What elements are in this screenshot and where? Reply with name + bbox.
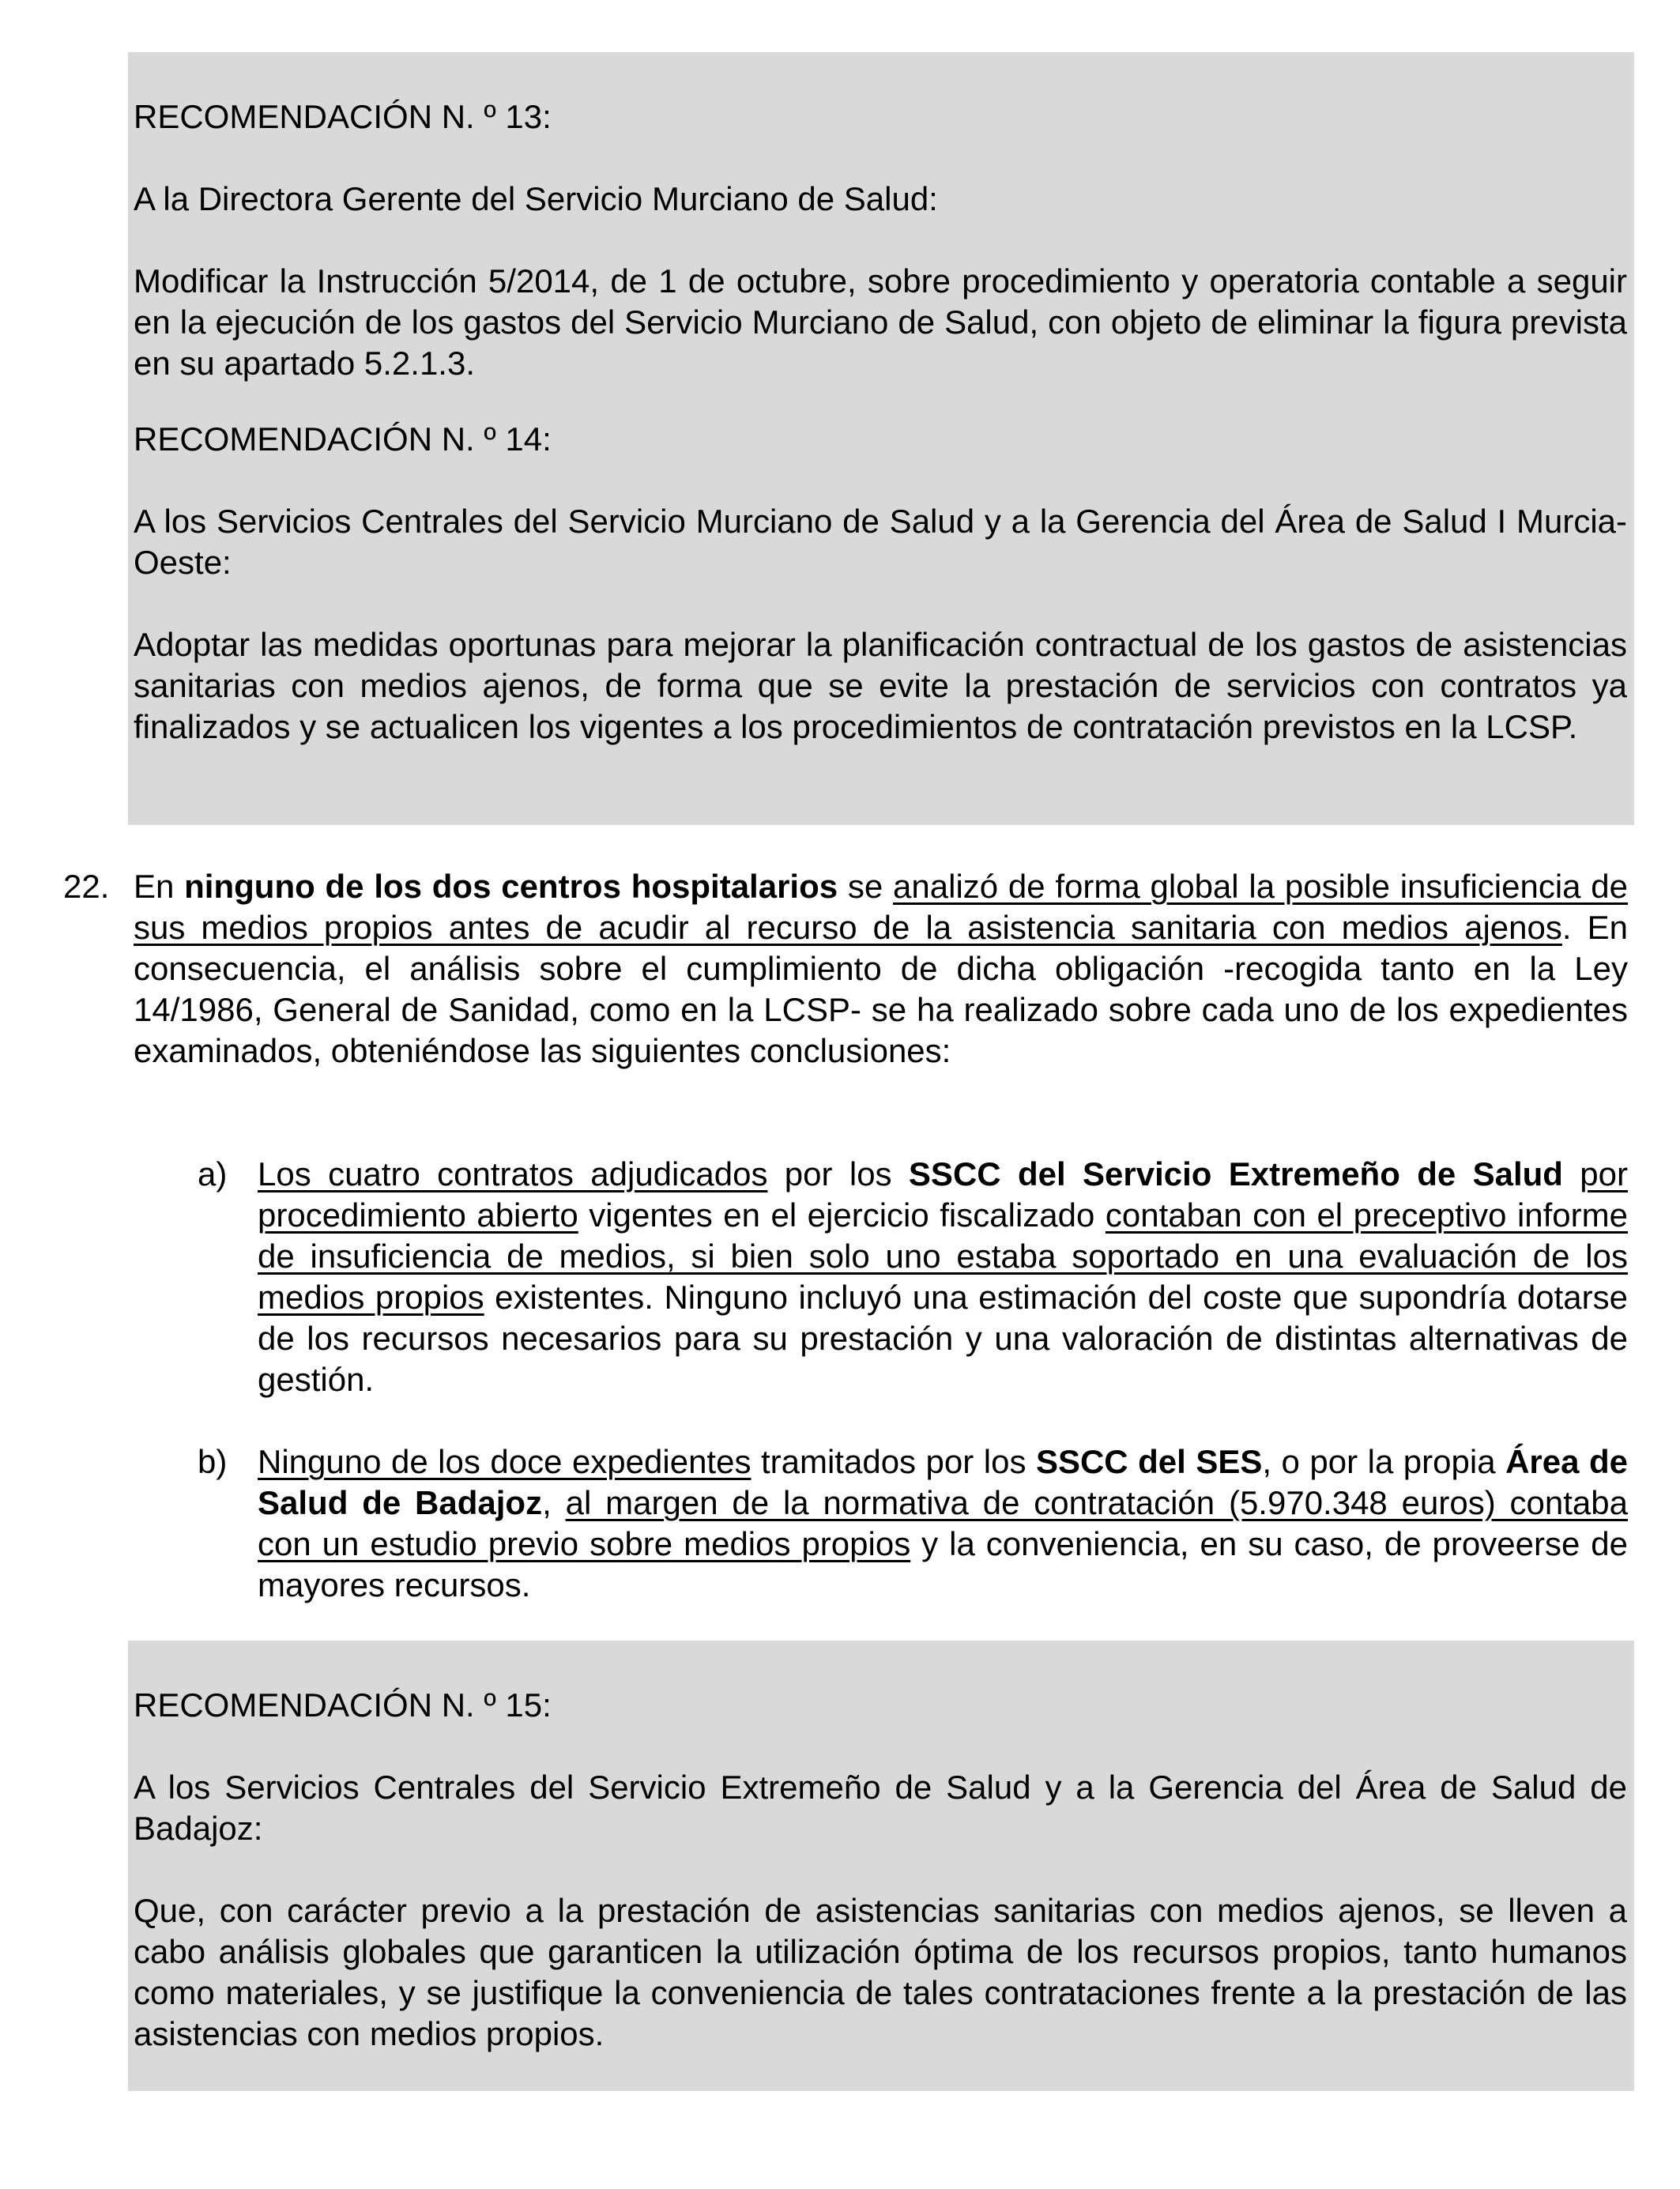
item-a-underline-1: Los cuatro contratos adjudicados (258, 1155, 768, 1192)
recommendation-box-bottom (128, 1641, 1634, 2091)
recommendation-box-top (128, 52, 1634, 825)
item-b-underline-2: al margen de la normativa de contratación (5.970.348 euros) contaba con un estudio previo sobre medios propios (258, 1484, 1628, 1562)
item-b-bold-sscc: SSCC del SES (1035, 1443, 1263, 1480)
item-b-s8: y la conveniencia, en su caso, de proveerse de mayores recursos. (258, 1525, 1628, 1603)
rec13-text: Modificar la Instrucción 5/2014, de 1 de octubre, sobre procedimiento y operatoria contable a seguir en la ejecución de los gastos del Servicio Murciano de Salud, con objeto de eliminar la figura prevista en su apartado 5.2.1.3. (134, 262, 1627, 382)
rec13-addressee: A la Directora Gerente del Servicio Murciano de Salud: (134, 180, 938, 217)
paragraph-22-text (134, 866, 1628, 1072)
item-a-bold-sscc: SSCC del Servicio Extremeño de Salud (908, 1155, 1563, 1192)
p22-s5: . En consecuencia, el análisis sobre el cumplimiento de dicha obligación -recogida tanto en la Ley 14/1986, General de Sanidad, como en la LCSP- se ha realizado sobre cada uno de los expedientes examinados, obteniéndose las siguientes conclusiones: (134, 909, 1628, 1069)
item-b-underline-1: Ninguno de los doce expedientes (258, 1443, 751, 1480)
p22-s1: En (134, 868, 185, 905)
rec15-text: Que, con carácter previo a la prestación de asistencias sanitarias con medios ajenos, se lleven a cabo análisis globales que garanticen la utilización óptima de los recursos propios, tanto humanos como materiales, y se justifique la conveniencia de tales contrataciones frente a la prestación de las asistencias con medios propios. (134, 1892, 1627, 2052)
item-a-s4 (1563, 1155, 1580, 1192)
item-b-s4: , o por la propia (1262, 1443, 1506, 1480)
p22-underline-analysis: analizó de forma global la posible insuficiencia de sus medios propios antes de acudir al recurso de la asistencia sanitaria con medios ajenos (134, 868, 1629, 946)
item-a-s6: vigentes en el ejercicio fiscalizado (578, 1196, 1106, 1234)
item-a-s2: por los (767, 1155, 909, 1192)
p22-bold-hospitals: ninguno de los dos centros hospitalarios (184, 868, 838, 905)
rec14-addressee: A los Servicios Centrales del Servicio Murciano de Salud y a la Gerencia del Área de Salud I Murcia-Oeste: (134, 503, 1627, 581)
item-b-s6: , (542, 1484, 566, 1521)
rec13-title: RECOMENDACIÓN N. º 13: (134, 98, 552, 135)
item-b-text (258, 1441, 1628, 1606)
item-b-s2: tramitados por los (751, 1443, 1036, 1480)
item-b-label: b) (198, 1443, 228, 1480)
rec15-addressee: A los Servicios Centrales del Servicio Extremeño de Salud y a la Gerencia del Área de Salud de Badajoz: (134, 1769, 1627, 1847)
rec14-text: Adoptar las medidas oportunas para mejorar la planificación contractual de los gastos de asistencias sanitarias con medios ajenos, de forma que se evite la prestación de servicios con contratos ya finalizados y se actualicen los vigentes a los procedimientos de contratación previstos en la LCSP. (134, 626, 1627, 745)
item-a-s8: existentes. Ninguno incluyó una estimación del coste que supondría dotarse de los recursos necesarios para su prestación y una valoración de distintas alternativas de gestión. (258, 1279, 1629, 1398)
item-b-bold-area: Área de Salud de Badajoz (258, 1443, 1628, 1521)
item-a-text (258, 1154, 1628, 1400)
item-a-underline-3: contaban con el preceptivo informe de insuficiencia de medios, si bien solo uno estaba soportado en una evaluación de los medios propios (258, 1196, 1629, 1316)
rec14-title: RECOMENDACIÓN N. º 14: (134, 420, 552, 458)
paragraph-number: 22. (63, 868, 110, 905)
rec15-title: RECOMENDACIÓN N. º 15: (134, 1686, 552, 1724)
p22-s3: se (838, 868, 894, 905)
item-a-underline-2: por procedimiento abierto (258, 1155, 1628, 1234)
item-a-label: a) (198, 1155, 228, 1192)
